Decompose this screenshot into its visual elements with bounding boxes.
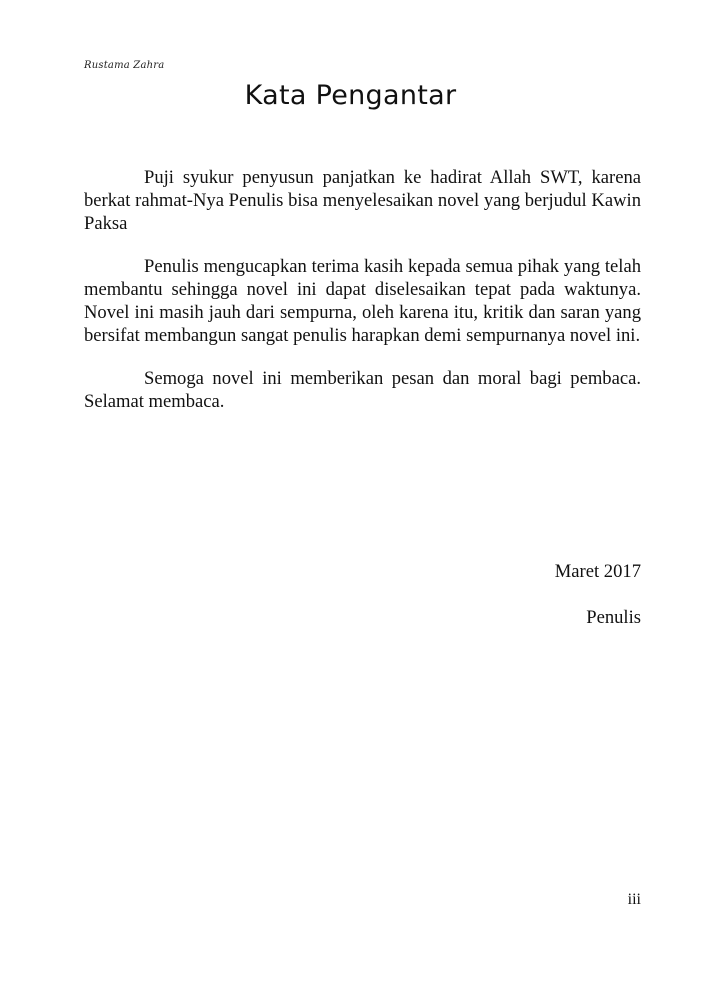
preface-body [84,166,641,433]
closing-signoff: Penulis [586,607,641,628]
running-header-author: Rustama Zahra [84,60,165,71]
page-number: iii [627,891,641,908]
paragraph-2: Penulis mengucapkan terima kasih kepada semua pihak yang telah membantu sehingga novel ini dapat diselesaikan tepat pada waktunya. Novel ini masih jauh dari sempurna, oleh karena itu, kritik dan saran yang bersifat membangun sangat penulis harapkan demi sempurnanya novel ini. [84,256,641,346]
page-title: Kata Pengantar [244,80,457,111]
closing-date: Maret 2017 [554,561,641,582]
paragraph-3: Semoga novel ini memberikan pesan dan moral bagi pembaca. Selamat membaca. [84,368,641,412]
paragraph-1: Puji syukur penyusun panjatkan ke hadirat Allah SWT, karena berkat rahmat-Nya Penulis bisa menyelesaikan novel yang berjudul Kawin Paksa [84,167,641,234]
